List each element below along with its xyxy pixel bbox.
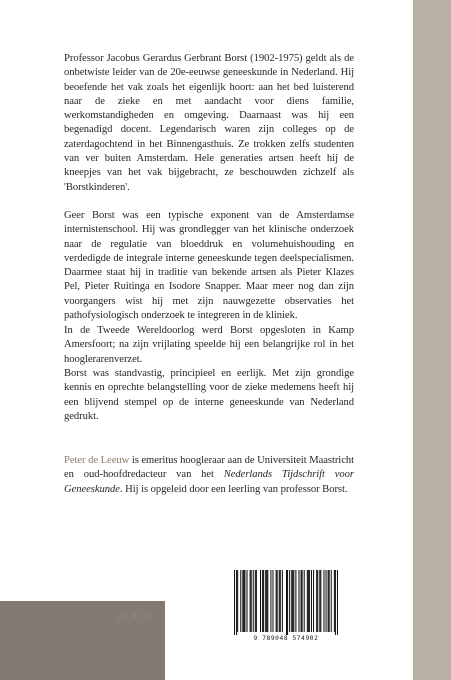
author-bio-text-2: . Hij is opgeleid door een leerling van professor Borst. <box>119 483 348 495</box>
barcode-bar <box>317 570 318 632</box>
barcode-bar <box>256 570 257 632</box>
barcode-bar <box>243 570 244 632</box>
description-paragraph-4: Borst was standvastig, principieel en eerlijk. Met zijn grondige kennis en oprechte belangstelling voor de zieke medemens heeft hij een blijvend stempel op de interne geneeskunde van Nederland gedrukt. <box>64 368 354 422</box>
author-bio-text-1: is emeritus hoogleraar aan de Universiteit Maastricht en oud-hoofdredacteur van het <box>64 455 354 481</box>
barcode-bar <box>272 570 273 632</box>
barcode-bar <box>276 570 277 632</box>
barcode-bar <box>282 570 283 632</box>
barcode-bar <box>307 570 308 632</box>
barcode-bar <box>308 570 309 632</box>
barcode-bar <box>311 570 312 632</box>
barcode-bar <box>298 570 299 632</box>
barcode-bar <box>255 570 256 632</box>
barcode-bar <box>328 570 329 632</box>
isbn-number: 9 789048 574902 <box>228 635 344 642</box>
spine-band <box>413 0 451 680</box>
barcode-bar <box>316 570 317 632</box>
barcode-bar <box>237 570 238 632</box>
barcode-bar <box>292 570 293 632</box>
barcode-bar <box>301 570 302 632</box>
barcode-bar <box>266 570 267 632</box>
barcode-bar <box>242 570 243 632</box>
barcode-bar <box>326 570 327 632</box>
author-name: Peter de Leeuw <box>64 455 130 466</box>
barcode-bar <box>331 570 332 632</box>
barcode-bar <box>267 570 268 632</box>
barcode-bar <box>236 570 237 636</box>
journal-title: Nederlands Tijdschrift voor Geneeskunde <box>64 469 354 495</box>
barcode-bars <box>228 566 344 636</box>
barcode-bar <box>253 570 254 632</box>
barcode-bar <box>320 570 321 632</box>
barcode-bar <box>302 570 303 632</box>
barcode-bar <box>263 570 264 632</box>
barcode-bar <box>286 570 287 636</box>
barcode-bar <box>270 570 271 632</box>
barcode-bar <box>293 570 294 632</box>
barcode-bar <box>313 570 314 632</box>
barcode-bar <box>265 570 266 632</box>
author-bio <box>64 454 354 497</box>
barcode-bar <box>329 570 330 632</box>
barcode-bar <box>295 570 296 632</box>
barcode-bar <box>262 570 263 632</box>
barcode-bar <box>234 570 235 636</box>
barcode-bar <box>337 570 338 636</box>
barcode-bar <box>323 570 324 632</box>
barcode-bar <box>287 570 288 636</box>
barcode-bar <box>291 570 292 632</box>
barcode-bar <box>309 570 310 632</box>
barcode-bar <box>250 570 251 632</box>
barcode-bar <box>251 570 252 632</box>
barcode-bar <box>289 570 290 632</box>
barcode-bar <box>334 570 335 632</box>
description-paragraph-2: Geer Borst was een typische exponent van de Amsterdamse internistenschool. Hij was grondlegger van het klinische onderzoek naar de regulatie van bloeddruk en volumehuishouding en verdedigde de integrale interne geneeskunde tegen deelspecialismen. Daarmee staat hij in traditie van bekende artsen als Pieter Klazes Pel, Pieter Ruitinga en Isodore Snapper. Maar meer nog dan zijn voorgangers wist hij met zijn nauwgezette observaties het pathofysiologisch onderzoek te integreren in de kliniek. <box>64 210 354 322</box>
barcode-bar <box>277 570 278 632</box>
publisher-url: AUP.nl <box>118 612 153 624</box>
barcode-bar <box>244 570 245 632</box>
barcode-bar <box>260 570 261 632</box>
barcode-bar <box>319 570 320 632</box>
description-paragraph-1: Professor Jacobus Gerardus Gerbrant Borst (1902-1975) geldt als de onbetwiste leider van de 20e-eeuwse geneeskunde in Nederland. Hij beoefende het vak zoals het eigenlijk hoort: aan het bed luisterend naar de zieke en met aandacht voor diens familie, werkomstandigheden en omgeving. Daarnaast was hij een begenadigd docent. Legendarisch waren zijn colleges op de zaterdagochtend in het Binnengasthuis. Ze trokken zelfs studenten van ver buiten Amsterdam. Hele generaties artsen heeft hij de kneepjes van het vak bijgebracht, ze beschouwden zichzelf als 'Borstkinderen'. <box>64 53 354 193</box>
barcode-bar <box>280 570 281 632</box>
description-paragraph-3: In de Tweede Wereldoorlog werd Borst opgesloten in Kamp Amersfoort; na zijn vrijlating speelde hij een belangrijke rol in het hooglerarenverzet. <box>64 325 354 365</box>
barcode-bar <box>246 570 247 632</box>
barcode-bar <box>335 570 336 636</box>
barcode-bar <box>304 570 305 632</box>
barcode-bar <box>279 570 280 632</box>
barcode-bar <box>240 570 241 632</box>
